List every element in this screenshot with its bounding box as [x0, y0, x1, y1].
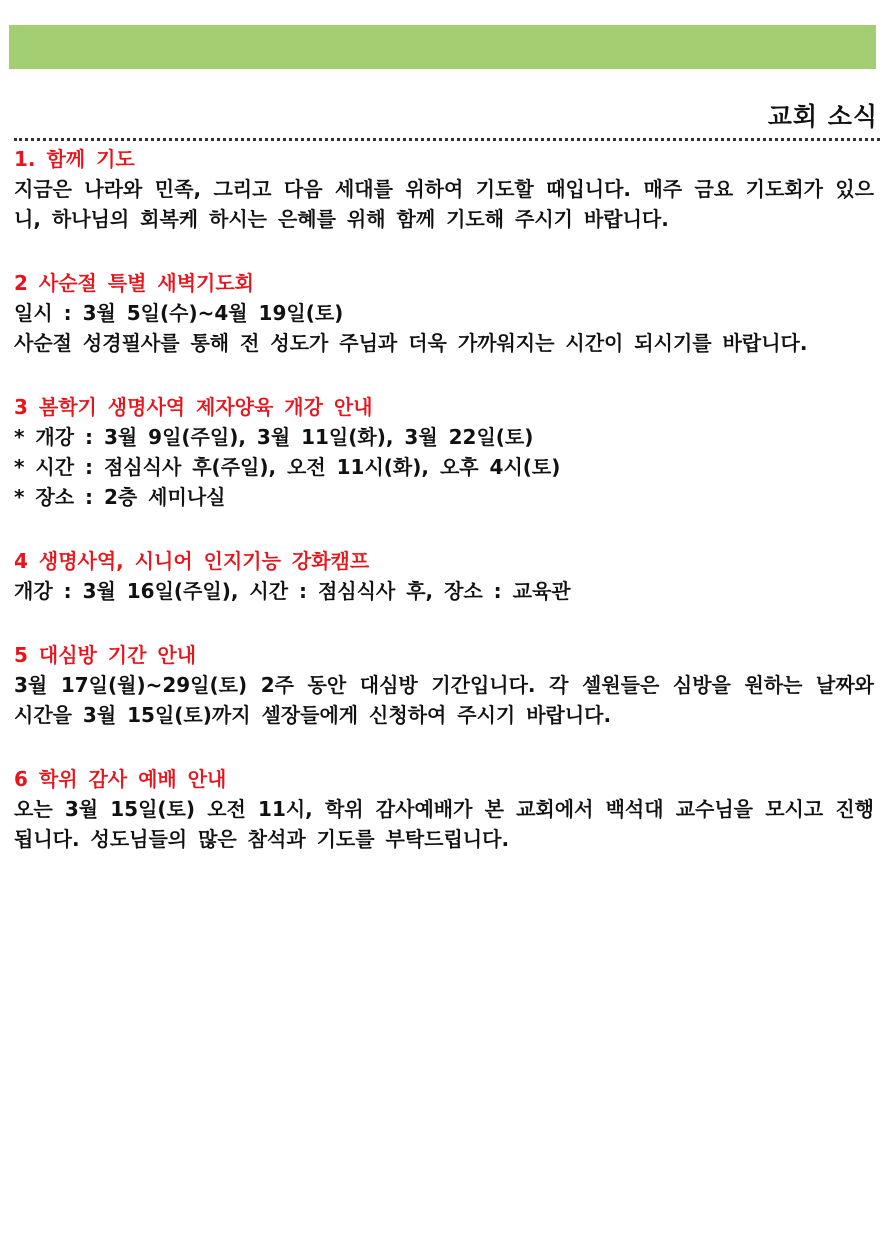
- news-item-title: 5 대심방 기간 안내: [14, 643, 197, 667]
- header-banner: [9, 25, 876, 69]
- news-item-title: 4 생명사역, 시니어 인지기능 강화캠프: [14, 549, 370, 573]
- news-item-text: 사순절 성경필사를 통해 전 성도가 주님과 더욱 가까워지는 시간이 되시기를 바랍니다.: [14, 331, 808, 355]
- news-list: [14, 144, 874, 888]
- page-title: 교회 소식: [767, 102, 878, 131]
- news-item-lent-dawn-prayer: [14, 268, 874, 358]
- news-item-time: * 시간 : 점심식사 후(주일), 오전 11시(화), 오후 4시(토): [14, 455, 561, 479]
- news-item-degree-thanksgiving: [14, 764, 874, 854]
- news-item-title: 6 학위 감사 예배 안내: [14, 767, 227, 791]
- news-item-senior-camp: [14, 546, 874, 606]
- news-item-text: 3월 17일(월)~29일(토) 2주 동안 대심방 기간입니다. 각 셀원들은 심방을 원하는 날짜와 시간을 3월 15일(토)까지 셀장들에게 신청하여 주시기 바랍니다.: [14, 673, 874, 727]
- news-item-place: * 장소 : 2층 세미나실: [14, 485, 226, 509]
- news-item-spring-discipleship: [14, 392, 874, 512]
- news-item-title: 2 사순절 특별 새벽기도회: [14, 271, 255, 295]
- news-item-text: 오는 3월 15일(토) 오전 11시, 학위 감사예배가 본 교회에서 백석대 교수님을 모시고 진행됩니다. 성도님들의 많은 참석과 기도를 부탁드립니다.: [14, 797, 874, 851]
- news-item-title: 3 봄학기 생명사역 제자양육 개강 안내: [14, 395, 373, 419]
- news-item-title: 1. 함께 기도: [14, 147, 135, 171]
- news-item-home-visitation: [14, 640, 874, 730]
- news-item-schedule: 일시 : 3월 5일(수)~4월 19일(토): [14, 301, 344, 325]
- news-item-text: 지금은 나라와 민족, 그리고 다음 세대를 위하여 기도할 때입니다. 매주 금요 기도회가 있으니, 하나님의 회복케 하시는 은혜를 위해 함께 기도해 주시기 바랍니다.: [14, 177, 874, 231]
- news-item-opening: * 개강 : 3월 9일(주일), 3월 11일(화), 3월 22일(토): [14, 425, 534, 449]
- news-item-text: 개강 : 3월 16일(주일), 시간 : 점심식사 후, 장소 : 교육관: [14, 579, 571, 603]
- news-item-prayer: [14, 144, 874, 234]
- dotted-divider: [14, 138, 880, 141]
